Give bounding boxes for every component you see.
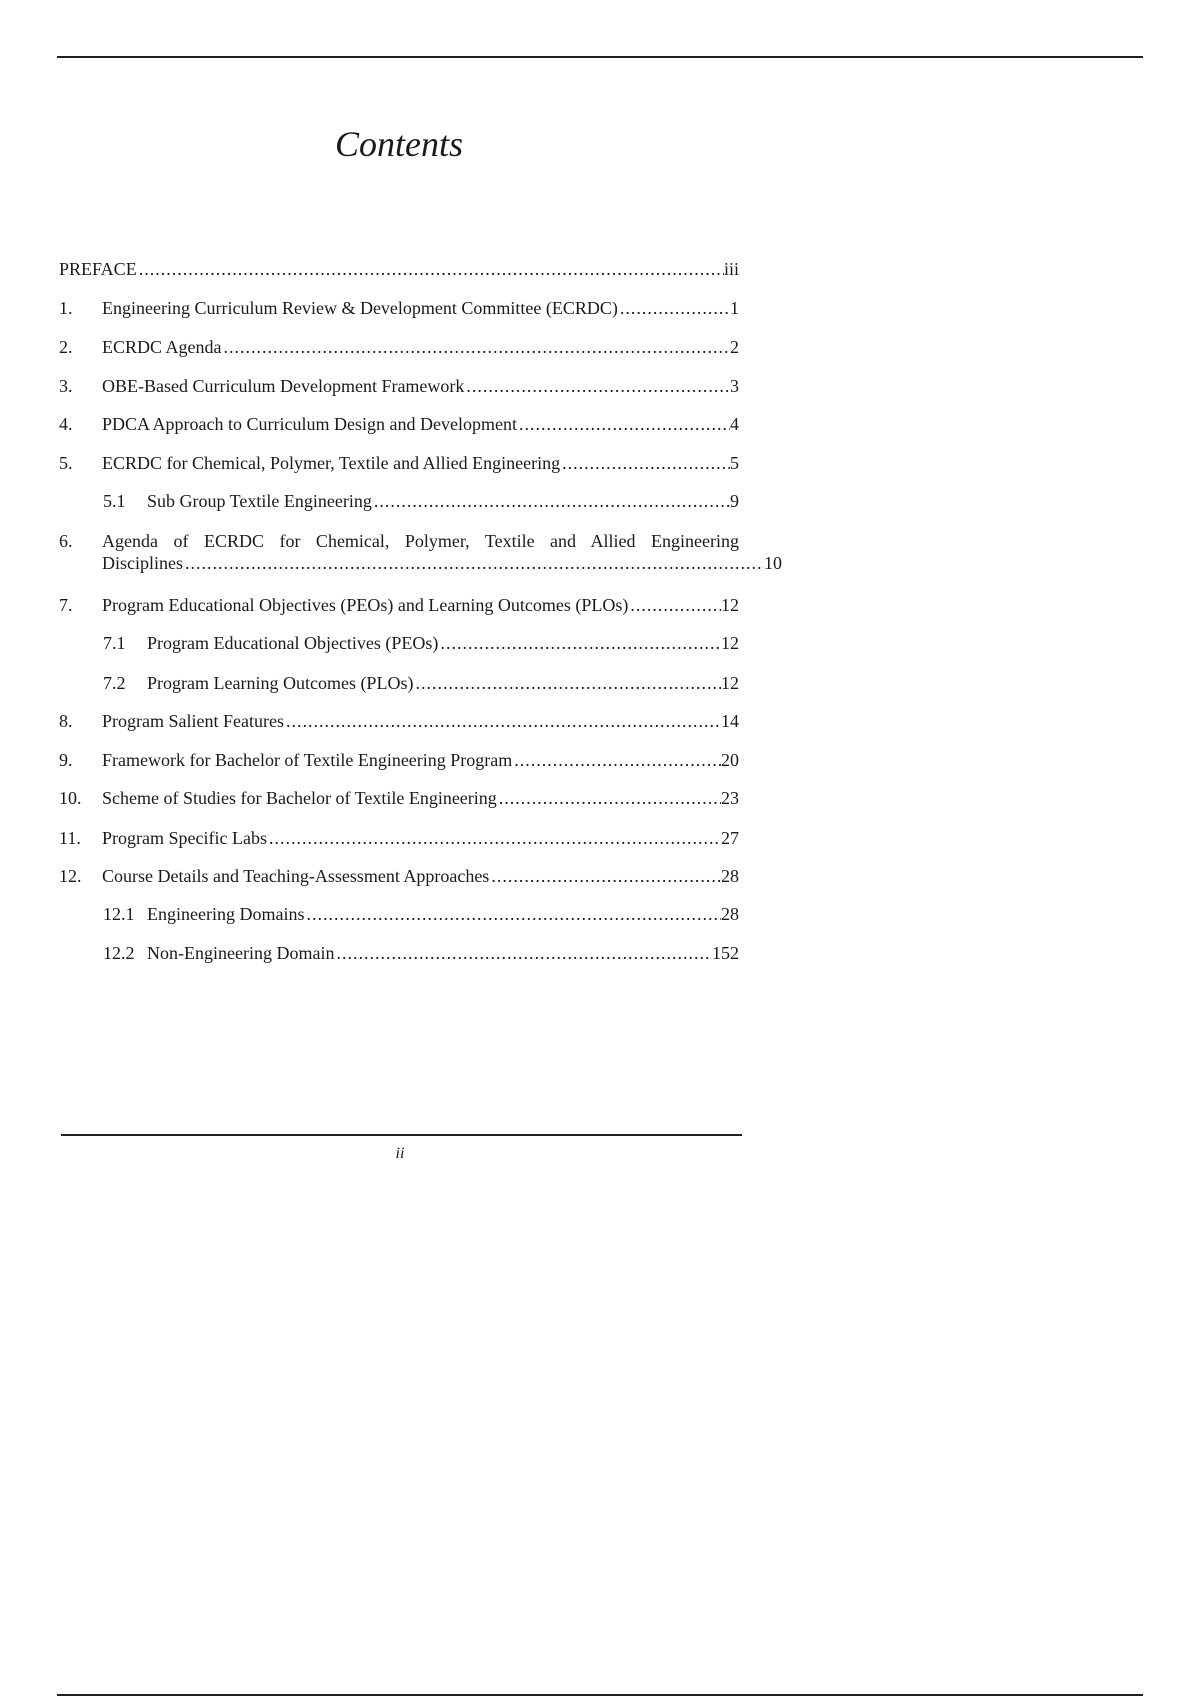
bottom-rule xyxy=(57,1694,1143,1696)
toc-entry-number: 6. xyxy=(59,531,73,551)
toc-entry-text: Course Details and Teaching-Assessment Approaches xyxy=(102,866,490,886)
toc-entry-number: 10. xyxy=(59,788,82,808)
toc-entry-page: 27 xyxy=(721,828,739,848)
dot-leader xyxy=(183,552,764,574)
toc-entry-text: Program Learning Outcomes (PLOs) xyxy=(147,673,414,693)
toc-entry-8[interactable] xyxy=(59,710,739,732)
dot-leader xyxy=(438,632,721,654)
toc-entry-2[interactable] xyxy=(59,336,739,358)
dot-leader xyxy=(372,490,730,512)
toc-entry-number: 1. xyxy=(59,298,73,318)
toc-entry-text: Engineering Curriculum Review & Development Committee (ECRDC) xyxy=(102,298,618,318)
dot-leader xyxy=(618,297,730,319)
dot-leader xyxy=(222,336,731,358)
dot-leader xyxy=(334,942,712,964)
toc-entry-page: 28 xyxy=(721,866,739,886)
toc-entry-page: 23 xyxy=(721,788,739,808)
footer-rule xyxy=(61,1134,742,1136)
toc-entry-number: 8. xyxy=(59,711,73,731)
toc-entry-5-1[interactable] xyxy=(59,490,739,512)
toc-entry-text: Engineering Domains xyxy=(147,904,305,924)
dot-leader xyxy=(628,594,721,616)
toc-entry-12-2[interactable] xyxy=(59,942,739,964)
toc-entry-number: 5. xyxy=(59,453,73,473)
page-title: Contents xyxy=(335,124,464,164)
toc-entry-number: 12.2 xyxy=(103,943,135,963)
toc-entry-text: ECRDC for Chemical, Polymer, Textile and Allied Engineering xyxy=(102,453,561,473)
toc-entry-page: 20 xyxy=(721,750,739,770)
toc-entry-number: 12.1 xyxy=(103,904,135,924)
toc-entry-page: 1 xyxy=(730,298,739,318)
toc-entry-number: 4. xyxy=(59,414,73,434)
toc-entry-page: 152 xyxy=(712,943,739,963)
toc-entry-number: 9. xyxy=(59,750,73,770)
toc-entry-number: 11. xyxy=(59,828,81,848)
toc-entry-5[interactable] xyxy=(59,452,739,474)
toc-entry-number: 3. xyxy=(59,376,73,396)
toc-entry-preface[interactable] xyxy=(59,258,739,280)
toc-entry-text: Sub Group Textile Engineering xyxy=(147,491,372,511)
toc-entry-text: Non-Engineering Domain xyxy=(147,943,335,963)
toc-entry-number: 7.2 xyxy=(103,673,126,693)
toc-entry-text: PDCA Approach to Curriculum Design and Development xyxy=(102,414,517,434)
dot-leader xyxy=(497,787,721,809)
toc-entry-7-2[interactable] xyxy=(59,672,739,694)
dot-leader xyxy=(267,827,721,849)
header-rule xyxy=(57,56,1143,58)
toc-entry-number: 2. xyxy=(59,337,73,357)
toc-entry-text: Framework for Bachelor of Textile Engineering Program xyxy=(102,750,513,770)
toc-entry-7[interactable] xyxy=(59,594,739,616)
toc-entry-page: 9 xyxy=(730,491,739,511)
dot-leader xyxy=(560,452,730,474)
toc-entry-6[interactable] xyxy=(59,530,782,574)
toc-entry-text: Program Educational Objectives (PEOs) xyxy=(147,633,439,653)
toc-entry-page: 12 xyxy=(721,633,739,653)
toc-entry-page: 28 xyxy=(721,904,739,924)
toc-entry-page: 3 xyxy=(730,376,739,396)
toc-entry-text: Program Educational Objectives (PEOs) and Learning Outcomes (PLOs) xyxy=(102,595,629,615)
toc-entry-12[interactable] xyxy=(59,865,739,887)
dot-leader xyxy=(137,258,724,280)
toc-entry-4[interactable] xyxy=(59,413,739,435)
toc-entry-12-1[interactable] xyxy=(59,903,739,925)
toc-entry-9[interactable] xyxy=(59,749,739,771)
dot-leader xyxy=(284,710,721,732)
toc-entry-3[interactable] xyxy=(59,375,739,397)
toc-entry-number: 5.1 xyxy=(103,491,126,511)
toc-entry-10[interactable] xyxy=(59,787,739,809)
dot-leader xyxy=(464,375,730,397)
toc-entry-text-line2: Disciplines xyxy=(102,553,183,573)
toc-entry-text: PREFACE xyxy=(59,259,137,279)
toc-entry-text: OBE-Based Curriculum Development Framework xyxy=(102,376,465,396)
toc-entry-page: 12 xyxy=(721,673,739,693)
toc-entry-number: 7.1 xyxy=(103,633,126,653)
toc-entry-page: 14 xyxy=(721,711,739,731)
toc-entry-page: 4 xyxy=(730,414,739,434)
toc-entry-text: Program Specific Labs xyxy=(102,828,267,848)
toc-entry-text: ECRDC Agenda xyxy=(102,337,222,357)
toc-entry-1[interactable] xyxy=(59,297,739,319)
toc-entry-11[interactable] xyxy=(59,827,739,849)
dot-leader xyxy=(489,865,721,887)
toc-entry-number: 12. xyxy=(59,866,82,886)
toc-entry-text: Scheme of Studies for Bachelor of Textile Engineering xyxy=(102,788,497,808)
toc-entry-7-1[interactable] xyxy=(59,632,739,654)
toc-entry-page: 12 xyxy=(721,595,739,615)
toc-entry-page: 2 xyxy=(730,337,739,357)
toc-entry-page: 5 xyxy=(730,453,739,473)
toc-entry-number: 7. xyxy=(59,595,73,615)
footer-page-number: ii xyxy=(395,1145,405,1162)
footer xyxy=(0,1145,800,1163)
toc-entry-page: 10 xyxy=(764,553,782,573)
dot-leader xyxy=(413,672,721,694)
toc-entry-text-line1: Agenda of ECRDC for Chemical, Polymer, Textile and Allied Engineering xyxy=(102,531,739,551)
toc-entry-page: iii xyxy=(723,259,739,279)
dot-leader xyxy=(517,413,730,435)
toc-entry-text: Program Salient Features xyxy=(102,711,284,731)
dot-leader xyxy=(304,903,721,925)
dot-leader xyxy=(512,749,721,771)
